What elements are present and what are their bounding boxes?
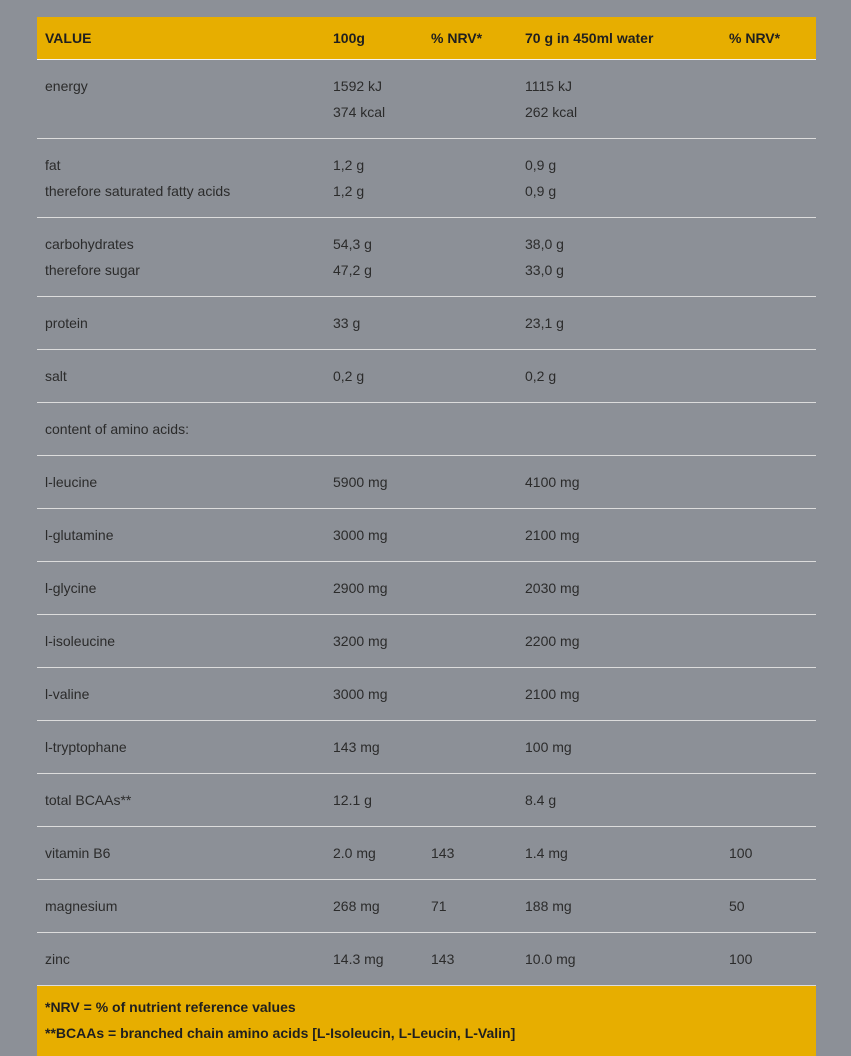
nutrient-label-cell xyxy=(37,403,325,456)
nrv-serving xyxy=(729,152,816,178)
value-serving: 2100 mg xyxy=(525,681,721,707)
nutrient-label-cell xyxy=(37,615,325,668)
nutrient-label: magnesium xyxy=(45,893,325,919)
nrv-serving xyxy=(729,363,816,389)
value-100g-cell xyxy=(325,403,423,456)
nrv-serving-cell xyxy=(721,562,816,615)
value-100g: 33 g xyxy=(333,310,423,336)
table-header xyxy=(37,17,816,60)
footer-row xyxy=(37,986,816,1056)
nrv-100g: 143 xyxy=(431,840,517,866)
nrv-serving: 50 xyxy=(729,893,816,919)
nutrition-table-container xyxy=(37,17,816,1056)
header-100g: 100g xyxy=(325,17,423,60)
table-row xyxy=(37,218,816,297)
table-row xyxy=(37,880,816,933)
nrv-serving xyxy=(729,734,816,760)
value-serving-cell xyxy=(517,139,721,218)
value-serving: 2200 mg xyxy=(525,628,721,654)
table-row xyxy=(37,615,816,668)
value-100g-cell xyxy=(325,615,423,668)
nrv-100g xyxy=(431,734,517,760)
value-100g: 374 kcal xyxy=(333,99,423,125)
nrv-serving xyxy=(729,787,816,813)
value-100g-cell xyxy=(325,350,423,403)
nrv-100g xyxy=(431,681,517,707)
nutrient-label-cell xyxy=(37,60,325,139)
nutrient-label: l-leucine xyxy=(45,469,325,495)
table-row xyxy=(37,403,816,456)
value-100g-cell xyxy=(325,880,423,933)
nutrient-label-cell xyxy=(37,721,325,774)
value-serving: 1115 kJ xyxy=(525,73,721,99)
value-serving-cell xyxy=(517,60,721,139)
header-value: VALUE xyxy=(37,17,325,60)
value-serving: 0,9 g xyxy=(525,178,721,204)
nrv-100g-cell xyxy=(423,218,517,297)
nrv-100g-cell xyxy=(423,350,517,403)
table-row xyxy=(37,562,816,615)
nutrient-label: energy xyxy=(45,73,325,99)
table-row xyxy=(37,827,816,880)
value-serving: 2100 mg xyxy=(525,522,721,548)
nrv-serving-cell xyxy=(721,509,816,562)
nutrient-label: l-glutamine xyxy=(45,522,325,548)
value-serving: 2030 mg xyxy=(525,575,721,601)
value-100g-cell xyxy=(325,774,423,827)
value-100g-cell xyxy=(325,218,423,297)
value-serving: 100 mg xyxy=(525,734,721,760)
value-100g-cell xyxy=(325,562,423,615)
value-100g: 143 mg xyxy=(333,734,423,760)
nutrient-label: l-valine xyxy=(45,681,325,707)
nutrient-label: l-glycine xyxy=(45,575,325,601)
nrv-100g xyxy=(431,231,517,257)
value-100g-cell xyxy=(325,721,423,774)
value-100g-cell xyxy=(325,456,423,509)
nrv-100g: 143 xyxy=(431,946,517,972)
value-100g: 1,2 g xyxy=(333,152,423,178)
nrv-100g xyxy=(431,575,517,601)
value-serving-cell xyxy=(517,456,721,509)
nrv-100g-cell xyxy=(423,774,517,827)
value-100g-cell xyxy=(325,139,423,218)
nrv-serving-cell xyxy=(721,350,816,403)
value-serving-cell xyxy=(517,218,721,297)
nutrient-label: salt xyxy=(45,363,325,389)
nrv-100g-cell xyxy=(423,827,517,880)
value-100g: 0,2 g xyxy=(333,363,423,389)
footer-notes xyxy=(37,986,816,1056)
nutrient-label-cell xyxy=(37,933,325,986)
nrv-serving-cell xyxy=(721,615,816,668)
value-serving-cell xyxy=(517,403,721,456)
nrv-serving: 100 xyxy=(729,946,816,972)
value-100g-cell xyxy=(325,827,423,880)
value-100g: 5900 mg xyxy=(333,469,423,495)
nrv-serving xyxy=(729,628,816,654)
nrv-100g-cell xyxy=(423,880,517,933)
table-row xyxy=(37,456,816,509)
nutrient-label: fat xyxy=(45,152,325,178)
nrv-footnote: *NRV = % of nutrient reference values xyxy=(45,994,816,1020)
nutrient-label: total BCAAs** xyxy=(45,787,325,813)
value-serving-cell xyxy=(517,615,721,668)
nrv-100g xyxy=(431,628,517,654)
value-100g-cell xyxy=(325,297,423,350)
nrv-100g-cell xyxy=(423,615,517,668)
nutrient-label: l-tryptophane xyxy=(45,734,325,760)
nutrient-label-cell xyxy=(37,827,325,880)
value-serving-cell xyxy=(517,933,721,986)
nrv-serving: 100 xyxy=(729,840,816,866)
nrv-100g-cell xyxy=(423,139,517,218)
nrv-serving-cell xyxy=(721,721,816,774)
nrv-100g-cell xyxy=(423,933,517,986)
nutrient-label-cell xyxy=(37,297,325,350)
nrv-serving-cell xyxy=(721,456,816,509)
nutrient-label-cell xyxy=(37,774,325,827)
header-70g-serving: 70 g in 450ml water xyxy=(517,17,721,60)
header-nrv-serving: % NRV* xyxy=(721,17,816,60)
nrv-serving xyxy=(729,310,816,336)
nutrient-label-cell xyxy=(37,668,325,721)
nutrient-label-cell xyxy=(37,880,325,933)
value-serving-cell xyxy=(517,297,721,350)
value-serving: 10.0 mg xyxy=(525,946,721,972)
nrv-100g-cell xyxy=(423,668,517,721)
value-serving-cell xyxy=(517,827,721,880)
value-100g-cell xyxy=(325,509,423,562)
nrv-serving xyxy=(729,416,816,442)
nrv-serving xyxy=(729,681,816,707)
nrv-100g-cell xyxy=(423,562,517,615)
value-serving-cell xyxy=(517,880,721,933)
nrv-100g xyxy=(431,73,517,99)
nrv-serving-cell xyxy=(721,880,816,933)
nrv-serving xyxy=(729,73,816,99)
nutrient-label-cell xyxy=(37,562,325,615)
nrv-serving-cell xyxy=(721,60,816,139)
value-100g-cell xyxy=(325,668,423,721)
nrv-serving-cell xyxy=(721,774,816,827)
nrv-serving xyxy=(729,522,816,548)
table-row xyxy=(37,721,816,774)
table-row xyxy=(37,774,816,827)
value-100g: 3200 mg xyxy=(333,628,423,654)
nrv-100g-cell xyxy=(423,60,517,139)
table-row xyxy=(37,933,816,986)
value-serving: 188 mg xyxy=(525,893,721,919)
nrv-serving-cell xyxy=(721,297,816,350)
table-row xyxy=(37,509,816,562)
value-100g: 3000 mg xyxy=(333,681,423,707)
nutrient-label: protein xyxy=(45,310,325,336)
table-body xyxy=(37,60,816,986)
value-100g: 1,2 g xyxy=(333,178,423,204)
nrv-serving-cell xyxy=(721,933,816,986)
table-row xyxy=(37,139,816,218)
nrv-100g xyxy=(431,310,517,336)
nutrient-label: zinc xyxy=(45,946,325,972)
value-serving: 0,2 g xyxy=(525,363,721,389)
table-footer xyxy=(37,986,816,1056)
value-100g: 268 mg xyxy=(333,893,423,919)
value-serving-cell xyxy=(517,562,721,615)
nutrient-label-cell xyxy=(37,456,325,509)
table-row xyxy=(37,297,816,350)
value-100g: 2900 mg xyxy=(333,575,423,601)
value-serving: 262 kcal xyxy=(525,99,721,125)
value-serving: 4100 mg xyxy=(525,469,721,495)
nutrient-label: content of amino acids: xyxy=(45,416,325,442)
header-row xyxy=(37,17,816,60)
nrv-100g-cell xyxy=(423,456,517,509)
nutrition-table xyxy=(37,17,816,1056)
nrv-100g-cell xyxy=(423,297,517,350)
nrv-serving-cell xyxy=(721,139,816,218)
value-100g xyxy=(333,416,423,442)
value-100g: 14.3 mg xyxy=(333,946,423,972)
nrv-serving xyxy=(729,575,816,601)
value-100g-cell xyxy=(325,933,423,986)
header-nrv-100g: % NRV* xyxy=(423,17,517,60)
value-serving: 8.4 g xyxy=(525,787,721,813)
table-row xyxy=(37,60,816,139)
value-serving-cell xyxy=(517,721,721,774)
value-serving: 23,1 g xyxy=(525,310,721,336)
nrv-100g: 71 xyxy=(431,893,517,919)
value-100g: 3000 mg xyxy=(333,522,423,548)
nutrient-label: carbohydrates xyxy=(45,231,325,257)
nrv-serving-cell xyxy=(721,218,816,297)
nutrient-label: therefore sugar xyxy=(45,257,325,283)
nrv-100g-cell xyxy=(423,509,517,562)
nrv-100g-cell xyxy=(423,721,517,774)
nrv-serving-cell xyxy=(721,668,816,721)
value-100g: 2.0 mg xyxy=(333,840,423,866)
value-100g-cell xyxy=(325,60,423,139)
value-serving-cell xyxy=(517,350,721,403)
nrv-100g xyxy=(431,152,517,178)
nutrient-label: l-isoleucine xyxy=(45,628,325,654)
nutrient-label: vitamin B6 xyxy=(45,840,325,866)
value-serving: 33,0 g xyxy=(525,257,721,283)
nrv-100g xyxy=(431,522,517,548)
value-serving-cell xyxy=(517,668,721,721)
nrv-serving xyxy=(729,231,816,257)
value-100g: 47,2 g xyxy=(333,257,423,283)
value-serving: 1.4 mg xyxy=(525,840,721,866)
value-100g: 1592 kJ xyxy=(333,73,423,99)
value-serving: 0,9 g xyxy=(525,152,721,178)
nrv-100g xyxy=(431,363,517,389)
table-row xyxy=(37,350,816,403)
nutrient-label-cell xyxy=(37,139,325,218)
value-100g: 54,3 g xyxy=(333,231,423,257)
bcaa-footnote: **BCAAs = branched chain amino acids [L-Isoleucin, L-Leucin, L-Valin] xyxy=(45,1020,816,1046)
nrv-serving-cell xyxy=(721,827,816,880)
nrv-100g xyxy=(431,416,517,442)
nrv-100g xyxy=(431,469,517,495)
value-serving-cell xyxy=(517,774,721,827)
value-serving xyxy=(525,416,721,442)
nrv-serving xyxy=(729,469,816,495)
table-row xyxy=(37,668,816,721)
nrv-100g xyxy=(431,787,517,813)
nutrient-label: therefore saturated fatty acids xyxy=(45,178,325,204)
nutrient-label-cell xyxy=(37,350,325,403)
value-serving: 38,0 g xyxy=(525,231,721,257)
nrv-100g-cell xyxy=(423,403,517,456)
nutrient-label-cell xyxy=(37,218,325,297)
nutrient-label-cell xyxy=(37,509,325,562)
value-serving-cell xyxy=(517,509,721,562)
value-100g: 12.1 g xyxy=(333,787,423,813)
nrv-serving-cell xyxy=(721,403,816,456)
